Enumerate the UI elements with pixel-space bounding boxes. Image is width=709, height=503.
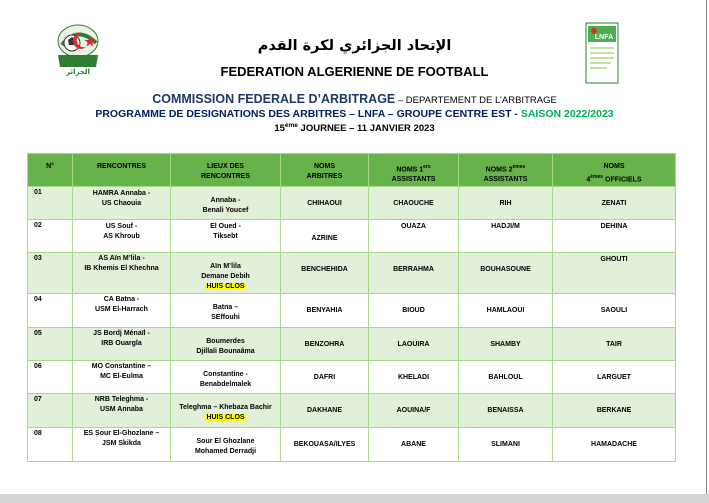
header-rencontres: RENCONTRES xyxy=(73,154,171,187)
journee-sup: ème xyxy=(284,122,298,129)
fourth-official-cell: LARGUET xyxy=(553,361,676,394)
assistant1-cell: BERRAHMA xyxy=(369,253,459,294)
venue-city: Annaba - xyxy=(210,197,241,205)
match-away: IRB Ouargla xyxy=(101,340,142,348)
venue-city: Boumerdes xyxy=(206,338,245,346)
programme-line xyxy=(0,108,709,120)
assistant2-cell: HADJI/M xyxy=(459,220,553,253)
referee-cell: CHIHAOUI xyxy=(281,187,369,220)
header-num: N° xyxy=(28,154,73,187)
faf-logo-text: الجزائر xyxy=(66,68,90,76)
venue-stadium: Benabdelmalek xyxy=(199,381,252,389)
row-number: 04 xyxy=(28,294,73,328)
venue-cell xyxy=(171,220,281,253)
header-ass2-a: NOMS 2 xyxy=(485,166,513,174)
assistant2-cell: SHAMBY xyxy=(459,328,553,361)
assistant2-cell: BAHLOUL xyxy=(459,361,553,394)
match-home: CA Batna - xyxy=(103,296,140,304)
venue-cell xyxy=(171,428,281,462)
venue-stadium: Teleghma – Khebaza Bachir xyxy=(179,404,272,412)
commission-line xyxy=(0,92,709,106)
header-off-b2: OFFICIELS xyxy=(603,176,642,184)
venue-stadium: Tiksebt xyxy=(213,233,238,241)
header-off-a: NOMS xyxy=(603,163,625,170)
referee-cell: BENZOHRA xyxy=(281,328,369,361)
assistant1-cell: KHELADI xyxy=(369,361,459,394)
match-cell xyxy=(73,294,171,328)
row-number: 01 xyxy=(28,187,73,220)
match-away: IB Khemis El Khechna xyxy=(84,265,159,273)
match-away: AS Khroub xyxy=(103,233,140,241)
match-cell xyxy=(73,187,171,220)
venue-stadium: Benali Youcef xyxy=(202,207,249,215)
table-header-row xyxy=(28,154,676,187)
referee-cell: BENCHEHIDA xyxy=(281,253,369,294)
referee-cell: BENYAHIA xyxy=(281,294,369,328)
table-row xyxy=(28,187,676,220)
header-arbitres-2: ARBITRES xyxy=(306,173,343,180)
venue-stadium: Demane Debih xyxy=(201,273,250,281)
assistant2-cell: BOUHASOUNE xyxy=(459,253,553,294)
row-number: 06 xyxy=(28,361,73,394)
header-off-b1: 4 xyxy=(586,176,591,184)
match-home: MO Constantine – xyxy=(91,363,152,371)
assistant2-cell: HAMLAOUI xyxy=(459,294,553,328)
journee-date: JOURNEE – 11 JANVIER 2023 xyxy=(297,123,435,135)
venue-stadium: Djillali Bounaâma xyxy=(196,348,255,356)
row-number: 05 xyxy=(28,328,73,361)
venue-city: Constantine - xyxy=(203,371,248,379)
header-ass1-sup: ers xyxy=(423,164,431,170)
fourth-official-cell: BERKANE xyxy=(553,394,676,428)
match-cell xyxy=(73,328,171,361)
table-row xyxy=(28,294,676,328)
match-away: USM El-Harrach xyxy=(95,306,148,314)
referee-cell: AZRINE xyxy=(281,220,369,253)
header-lieux xyxy=(171,154,281,187)
page-bottom-shadow xyxy=(0,494,709,503)
table-row xyxy=(28,428,676,462)
table-row xyxy=(28,328,676,361)
row-number: 08 xyxy=(28,428,73,462)
venue-cell xyxy=(171,294,281,328)
fourth-official-cell: DEHINA xyxy=(553,220,676,253)
journee-line xyxy=(0,122,709,134)
lnfa-logo-text: LNFA xyxy=(594,34,614,41)
match-away: US Chaouia xyxy=(101,200,142,208)
venue-city: El Oued - xyxy=(210,223,241,231)
header-lieux-1: LIEUX DES xyxy=(207,163,244,170)
department-title: – DEPARTEMENT DE L’ARBITRAGE xyxy=(395,95,557,106)
header-officiels xyxy=(553,154,676,187)
federation-title: FEDERATION ALGERIENNE DE FOOTBALL xyxy=(220,64,489,79)
assistant1-cell: AOUINA/F xyxy=(369,394,459,428)
header-arbitres-1: NOMS xyxy=(314,163,335,170)
venue-stadium: Mohamed Derradji xyxy=(194,448,257,456)
referee-cell: DAKHANE xyxy=(281,394,369,428)
assistant2-cell: RIH xyxy=(459,187,553,220)
header-ass1-b: ASSISTANTS xyxy=(391,176,436,184)
match-cell xyxy=(73,253,171,294)
huis-clos-badge: HUIS CLOS xyxy=(206,414,245,422)
header-assistants-1 xyxy=(369,154,459,187)
assistant1-cell: BIOUD xyxy=(369,294,459,328)
header-ass2-b: ASSISTANTS xyxy=(483,176,528,184)
assistant1-cell: OUAZA xyxy=(369,220,459,253)
designations-table xyxy=(27,153,676,462)
match-away: JSM Skikda xyxy=(102,440,141,448)
match-home: HAMRA Annaba - xyxy=(92,190,151,198)
assistant2-cell: BENAISSA xyxy=(459,394,553,428)
match-away: MC El-Eulma xyxy=(100,373,143,381)
match-cell xyxy=(73,361,171,394)
header-off-sup: èmes xyxy=(590,174,604,180)
match-home: JS Bordj Ménaïl - xyxy=(93,330,150,338)
season-label: SAISON 2022/2023 xyxy=(520,108,614,120)
row-number: 03 xyxy=(28,253,73,294)
match-cell xyxy=(73,220,171,253)
programme-title: PROGRAMME DE DESIGNATIONS DES ARBITRES – LNFA – GROUPE CENTRE EST - xyxy=(95,108,521,120)
venue-city: Aïn M’lila xyxy=(210,263,241,271)
table-row xyxy=(28,220,676,253)
header-ass2-sup: èmes xyxy=(512,164,526,170)
header-assistants-2 xyxy=(459,154,553,187)
venue-cell xyxy=(171,187,281,220)
assistant1-cell: LAOUIRA xyxy=(369,328,459,361)
commission-title: COMMISSION FEDERALE D’ARBITRAGE xyxy=(152,92,396,106)
fourth-official-cell: SAOULI xyxy=(553,294,676,328)
referee-cell: BEKOUASA/ILYES xyxy=(281,428,369,462)
arabic-federation-title: الإتحاد الجزائري لكرة القدم xyxy=(257,38,452,54)
venue-cell xyxy=(171,361,281,394)
header-arbitres xyxy=(281,154,369,187)
venue-stadium: SEffouhi xyxy=(211,314,240,322)
assistant1-cell: CHAOUCHE xyxy=(369,187,459,220)
table-row xyxy=(28,253,676,294)
venue-cell xyxy=(171,394,281,428)
match-home: US Souf - xyxy=(105,223,138,231)
match-away: USM Annaba xyxy=(100,406,143,414)
match-home: AS Aïn M’lila - xyxy=(98,255,145,263)
match-cell xyxy=(73,428,171,462)
fourth-official-cell: GHOUTI xyxy=(553,253,676,294)
venue-cell xyxy=(171,328,281,361)
header-ass1-a: NOMS 1 xyxy=(396,166,424,174)
venue-cell xyxy=(171,253,281,294)
venue-city: Batna – xyxy=(212,304,239,312)
fourth-official-cell: HAMADACHE xyxy=(553,428,676,462)
table-body xyxy=(28,187,676,462)
fourth-official-cell: TAIR xyxy=(553,328,676,361)
assistant1-cell: ABANE xyxy=(369,428,459,462)
journee-number: 15 xyxy=(274,123,285,135)
match-home: ES Sour El-Ghozlane – xyxy=(83,430,160,438)
header-lieux-2: RENCONTRES xyxy=(200,173,250,180)
assistant2-cell: SLIMANI xyxy=(459,428,553,462)
match-home: NRB Teleghma - xyxy=(94,396,149,404)
match-cell xyxy=(73,394,171,428)
huis-clos-badge: HUIS CLOS xyxy=(206,283,245,291)
referee-cell: DAFRI xyxy=(281,361,369,394)
table-row xyxy=(28,394,676,428)
venue-city: Sour El Ghozlane xyxy=(196,438,255,446)
row-number: 07 xyxy=(28,394,73,428)
row-number: 02 xyxy=(28,220,73,253)
table-row xyxy=(28,361,676,394)
fourth-official-cell: ZENATI xyxy=(553,187,676,220)
